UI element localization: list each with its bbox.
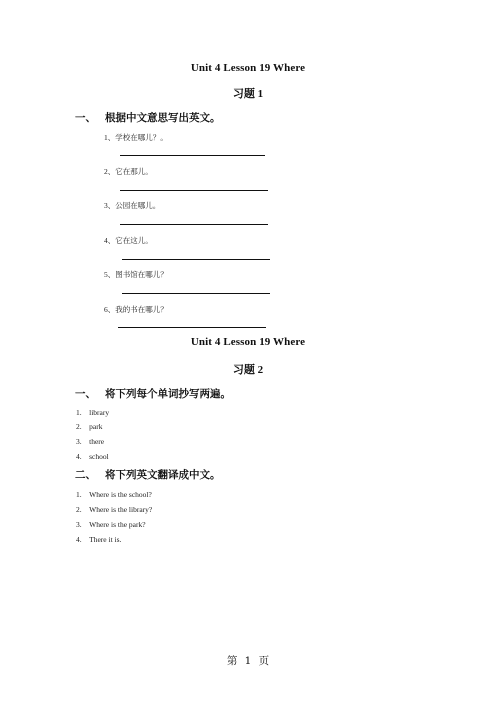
section-heading-text: 根据中文意思写出英文。 xyxy=(105,112,221,124)
exercise2-section1-heading xyxy=(75,386,231,401)
exercise1-item-1: 1、学校在哪儿？。 xyxy=(104,133,168,142)
section-number: 二、 xyxy=(75,469,96,481)
sentence-item-1: 1. Where is the school? xyxy=(76,490,152,499)
exercise1-item-3: 3、公园在哪儿。 xyxy=(104,201,161,210)
exercise1-item-5: 5、图书馆在哪儿？ xyxy=(104,270,168,279)
section-number: 一、 xyxy=(75,112,96,124)
answer-line-1 xyxy=(120,155,265,156)
exercise1-title: Unit 4 Lesson 19 Where xyxy=(190,62,306,74)
exercise1-subtitle: 习题 1 xyxy=(232,88,264,100)
exercise1-section-heading xyxy=(75,110,221,125)
page-number: 第 1 页 xyxy=(226,655,270,667)
exercise1-item-2: 2、它在那儿。 xyxy=(104,167,153,176)
word-item-4: 4. school xyxy=(76,452,109,461)
exercise1-item-4: 4、它在这儿。 xyxy=(104,236,153,245)
exercise2-section2-heading xyxy=(75,467,221,482)
section-heading-text: 将下列每个单词抄写两遍。 xyxy=(105,388,231,400)
answer-line-2 xyxy=(120,190,268,191)
exercise1-item-6: 6、我的书在哪儿？ xyxy=(104,305,168,314)
section-number: 一、 xyxy=(75,388,96,400)
answer-line-4 xyxy=(122,259,270,260)
sentence-item-3: 3. Where is the park? xyxy=(76,520,146,529)
section-heading-text: 将下列英文翻译成中文。 xyxy=(105,469,221,481)
answer-line-6 xyxy=(118,327,266,328)
exercise2-subtitle: 习题 2 xyxy=(232,364,264,376)
answer-line-5 xyxy=(122,293,270,294)
sentence-item-2: 2. Where is the library? xyxy=(76,505,153,514)
answer-line-3 xyxy=(120,224,268,225)
word-item-2: 2. park xyxy=(76,422,103,431)
sentence-item-4: 4. There it is. xyxy=(76,535,122,544)
word-item-1: 1. library xyxy=(76,408,110,417)
word-item-3: 3. there xyxy=(76,437,105,446)
exercise2-title: Unit 4 Lesson 19 Where xyxy=(190,336,306,348)
